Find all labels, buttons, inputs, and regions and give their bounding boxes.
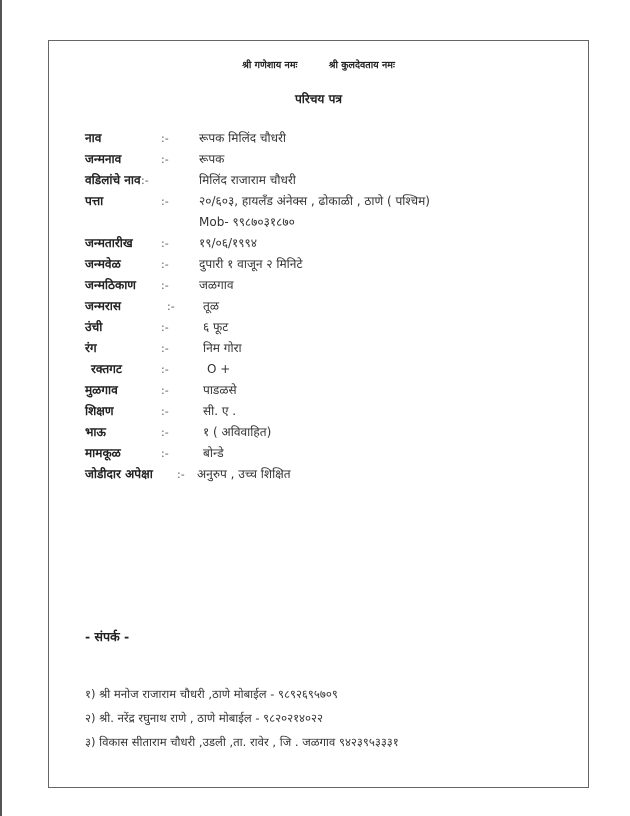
field-value: सी. ए . xyxy=(203,404,237,418)
field-separator: :- xyxy=(167,300,175,313)
field-value: तूळ xyxy=(203,299,219,313)
field-label: मामकूळ xyxy=(85,446,121,460)
field-row-father-name xyxy=(49,170,588,191)
field-value: निम गोरा xyxy=(203,341,242,355)
document-title: परिचय पत्र xyxy=(294,92,343,106)
contact-heading: - संपर्क - xyxy=(85,629,130,644)
field-separator: :- xyxy=(161,447,169,460)
field-separator: :- xyxy=(161,258,169,271)
field-label: जन्मवेळ xyxy=(85,257,121,271)
field-row-mobile xyxy=(49,212,588,233)
field-row-birth-time xyxy=(49,254,588,275)
field-label: नाव xyxy=(85,131,102,145)
field-separator: :- xyxy=(161,342,169,355)
field-row-zodiac xyxy=(49,296,588,317)
field-row-education xyxy=(49,401,588,422)
field-row-birth-place xyxy=(49,275,588,296)
field-value: पाडळसे xyxy=(203,383,237,397)
field-label: वडिलांचे नाव xyxy=(85,173,141,187)
field-label: भाऊ xyxy=(85,425,106,439)
field-label: रक्तगट xyxy=(91,362,122,376)
field-row-brother xyxy=(49,422,588,443)
field-separator: :- xyxy=(161,132,169,145)
field-label: रंग xyxy=(85,341,97,355)
document-frame xyxy=(48,40,589,788)
field-label: शिक्षण xyxy=(85,404,114,418)
field-row-address xyxy=(49,191,588,212)
contact-item: २) श्री. नरेंद्र रघुनाथ राणे , ठाणे मोबाईल - ९८२०२१४०२२ xyxy=(85,711,323,725)
field-label: मुळगाव xyxy=(85,383,118,397)
field-separator: :- xyxy=(161,405,169,418)
page-left-border xyxy=(0,0,2,816)
invocation-line xyxy=(49,58,588,71)
field-value: २०/६०३, हायलँड अंनेक्स , ढोकाळी , ठाणे ( पश्चिम) xyxy=(199,194,430,208)
field-row-partner-expectation xyxy=(49,464,588,485)
field-value: O + xyxy=(207,362,231,376)
field-value: दुपारी १ वाजून २ मिनिटे xyxy=(199,257,303,271)
field-value: रूपक मिलिंद चौधरी xyxy=(199,131,287,145)
field-row-complexion xyxy=(49,338,588,359)
field-value: ६ फूट xyxy=(203,320,229,334)
field-separator: :- xyxy=(161,279,169,292)
field-label: जन्मतारीख xyxy=(85,236,133,250)
field-value: बोन्डे xyxy=(203,446,224,460)
field-value: अनुरुप , उच्च शिक्षित xyxy=(197,467,291,481)
field-row-birth-date xyxy=(49,233,588,254)
field-value: मिलिंद राजाराम चौधरी xyxy=(199,173,296,187)
field-separator: :- xyxy=(161,237,169,250)
field-label: जोडीदार अपेक्षा xyxy=(85,467,153,481)
field-row-height xyxy=(49,317,588,338)
field-value: Mob- ९९८७०३१८७० xyxy=(199,215,295,229)
invocation-ganesh: श्री गणेशाय नमः xyxy=(242,60,298,71)
field-label: जन्मनाव xyxy=(85,152,122,166)
contact-item: ३) विकास सीताराम चौधरी ,उडली ,ता. रावेर , जि . जळगाव ९४२३९५३३३१ xyxy=(85,735,399,749)
field-value: रूपक xyxy=(199,152,225,166)
invocation-kuldevta: श्री कुलदेवताय नमः xyxy=(328,60,395,71)
field-value: जळगाव xyxy=(199,278,234,292)
contact-item: १) श्री मनोज राजाराम चौधरी ,ठाणे मोबाईल - ९८९२६९५७०९ xyxy=(85,687,338,701)
contact-list xyxy=(85,682,565,754)
field-value: १९/०६/१९९४ xyxy=(199,236,258,250)
field-separator: :- xyxy=(141,174,149,187)
biodata-fields xyxy=(49,128,588,485)
field-separator: :- xyxy=(161,153,169,166)
field-separator: :- xyxy=(161,363,169,376)
field-separator: :- xyxy=(161,384,169,397)
field-row-blood-group xyxy=(49,359,588,380)
field-separator: :- xyxy=(161,321,169,334)
field-label: उंची xyxy=(85,320,103,334)
field-label: पत्ता xyxy=(85,194,104,208)
field-separator: :- xyxy=(161,426,169,439)
field-row-birth-name xyxy=(49,149,588,170)
field-row-native-place xyxy=(49,380,588,401)
field-value: १ ( अविवाहित) xyxy=(203,425,272,439)
field-separator: :- xyxy=(177,468,185,481)
field-label: जन्मठिकाण xyxy=(85,278,136,292)
field-separator: :- xyxy=(161,195,169,208)
field-row-name xyxy=(49,128,588,149)
field-label: जन्मरास xyxy=(85,299,122,313)
field-row-maternal-family xyxy=(49,443,588,464)
